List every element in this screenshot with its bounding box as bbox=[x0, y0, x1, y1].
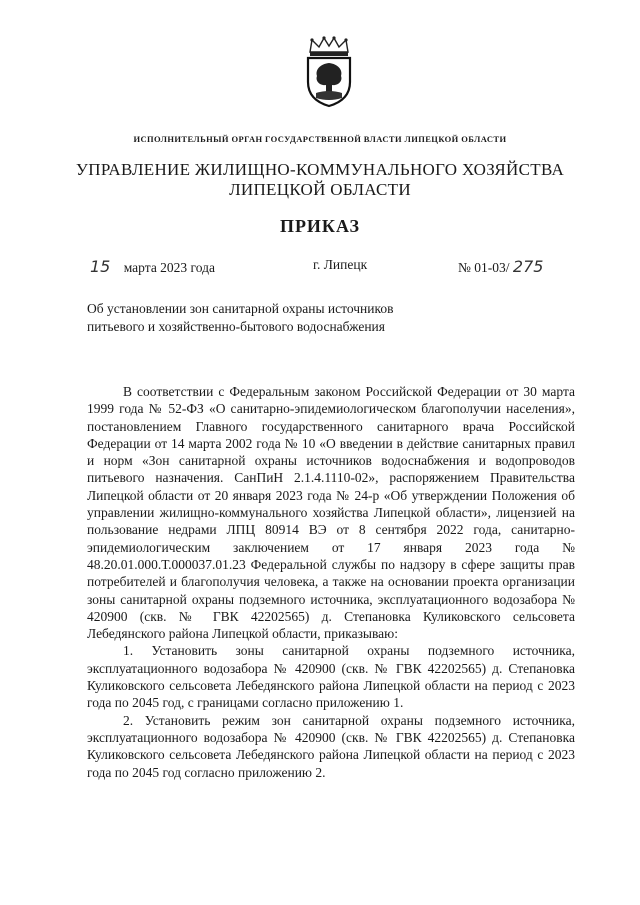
date-day-handwritten: 15 bbox=[90, 257, 111, 276]
order-item-1: 1. Установить зоны санитарной охраны подземного источника, эксплуатационного водозабора № 420900 (скв. № ГВК 42202565) д. Степановка Куликовского сельсовета Лебедянского района Липецкой области на период с 2023 года по 2045 год, с границами согласно приложению 1. bbox=[87, 643, 575, 711]
order-number-prefix: № 01-03/ bbox=[458, 260, 510, 275]
order-number-handwritten: 275 bbox=[512, 257, 544, 276]
order-date bbox=[90, 257, 215, 276]
preamble-paragraph: В соответствии с Федеральным законом Российской Федерации от 30 марта 1999 года № 52-ФЗ «О санитарно-эпидемиологическом благополучии населения», постановлением Главного государственного санитарного врача Российской Федерации от 14 марта 2002 года № 10 «О введении в действие санитарных правил и норм «Зон санитарной охраны источников водоснабжения и водопроводов питьевого назначения. СанПиН 2.1.4.1110-02», распоряжением Правительства Липецкой области от 20 января 2023 года № 24-р «Об утверждении Положения об управлении жилищно-коммунального хозяйства Липецкой области», лицензией на пользование недрами ЛПЦ 80914 ВЭ от 8 сентября 2022 года, санитарно-эпидемиологическим заключением от 17 января 2023 года № 48.20.01.000.Т.000037.01.23 Федеральной службы по надзору в сфере защиты прав потребителей и благополучия человека, а также на основании проекта организации зоны санитарной охраны подземного источника, эксплуатационного водозабора № 420900 (скв. № ГВК 42202565) д. Степановка Куликовского сельсовета Лебедянского района Липецкой области, приказываю: bbox=[87, 384, 575, 642]
order-city: г. Липецк bbox=[313, 257, 368, 272]
department-line-2: ЛИПЕЦКОЙ ОБЛАСТИ bbox=[229, 180, 411, 199]
department-name bbox=[0, 160, 640, 200]
order-number bbox=[458, 257, 543, 276]
document-type: ПРИКАЗ bbox=[279, 216, 361, 236]
order-item-2: 2. Установить режим зон санитарной охраны подземного источника, эксплуатационного водозабора № 420900 (скв. № ГВК 42202565) д. Степановка Куликовского сельсовета Лебедянского района Липецкой области на период с 2023 года по 2045 год согласно приложению 2. bbox=[87, 712, 575, 780]
issuing-authority: ИСПОЛНИТЕЛЬНЫЙ ОРГАН ГОСУДАРСТВЕННОЙ ВЛАСТИ ЛИПЕЦКОЙ ОБЛАСТИ bbox=[133, 134, 507, 144]
coat-of-arms-icon bbox=[302, 36, 356, 108]
order-subject: Об установлении зон санитарной охраны источников питьевого и хозяйственно-бытового водоснабжения bbox=[87, 301, 394, 334]
department-line-1: УПРАВЛЕНИЕ ЖИЛИЩНО-КОММУНАЛЬНОГО ХОЗЯЙСТВА bbox=[75, 160, 565, 179]
date-text: марта 2023 года bbox=[123, 260, 215, 275]
order-body bbox=[87, 383, 575, 781]
